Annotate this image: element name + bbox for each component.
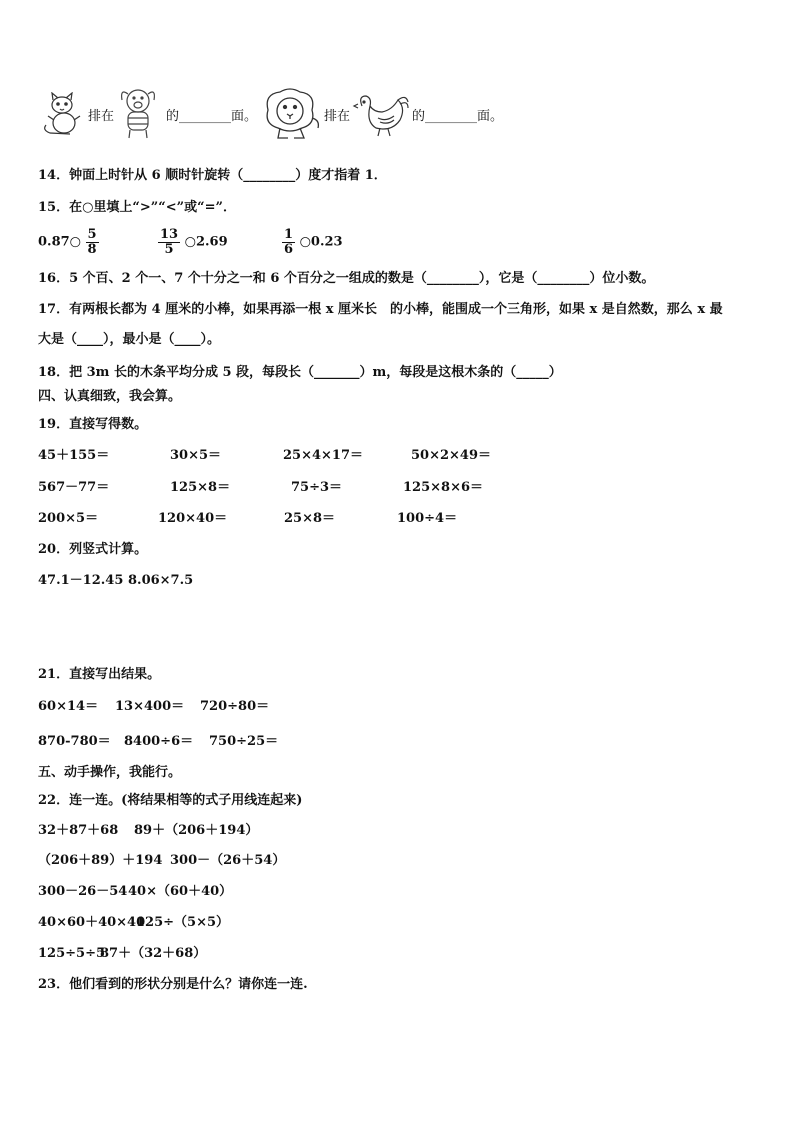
q15-item-1-left: 0.87○ [38, 234, 82, 250]
q19-cell: 25×8＝ [284, 511, 336, 526]
q22-right-expr: 125÷（5×5） [136, 915, 230, 930]
q22-right-expr: 40×（60＋40） [128, 884, 233, 899]
q13-text-1: 排在 [88, 109, 115, 124]
q19-cell: 125×8＝ [170, 480, 231, 495]
q22-left-expr: 300－26－54 [38, 884, 128, 899]
question-14: 14．钟面上时针从 6 顺时针旋转（________）度才指着 1． [38, 168, 387, 183]
numerator: 5 [87, 227, 97, 242]
q13-text-3: 排在 [324, 109, 351, 124]
numerator: 1 [284, 227, 294, 242]
q15-item-2 [158, 228, 228, 257]
q15-item-1 [38, 228, 99, 257]
q21-cell: 8400÷6＝ [124, 734, 194, 749]
fraction [158, 228, 180, 257]
q19-cell: 30×5＝ [170, 448, 222, 463]
question-20-title: 20．列竖式计算。 [38, 542, 148, 557]
q19-cell: 100÷4＝ [397, 511, 458, 526]
question-16: 16．5 个百、2 个一、7 个十分之一和 6 个百分之一组成的数是（________），它是（________）位小数。 [38, 271, 655, 286]
q21-cell: 13×400＝ [115, 699, 185, 714]
cat-picture [40, 92, 86, 136]
q19-cell: 50×2×49＝ [411, 448, 492, 463]
q19-cell: 75÷3＝ [291, 480, 343, 495]
pig-picture [116, 86, 160, 140]
denominator: 8 [87, 242, 97, 257]
q22-left-expr: 40×60＋40×40 [38, 915, 146, 930]
q19-cell: 567－77＝ [38, 480, 110, 495]
q21-cell: 870-780＝ [38, 734, 111, 749]
fraction [282, 228, 295, 257]
q19-cell: 25×4×17＝ [283, 448, 364, 463]
q15-item-3-right: ○0.23 [299, 234, 343, 250]
q19-cell: 45＋155＝ [38, 448, 110, 463]
q22-right-expr: 300－（26＋54） [170, 853, 286, 868]
q13-text-2: 的________面。 [166, 109, 258, 124]
q13-text-4: 的________面。 [412, 109, 504, 124]
fraction [86, 228, 99, 257]
q20-item: 8.06×7.5 [128, 573, 194, 588]
q20-item: 47.1－12.45 [38, 573, 124, 588]
q19-cell: 125×8×6＝ [403, 480, 484, 495]
hen-picture [352, 92, 410, 138]
q22-left-expr: 32＋87＋68 [38, 823, 119, 838]
question-17-line-1: 17．有两根长都为 4 厘米的小棒，如果再添一根 x 厘米长 的小棒，能围成一个三角形，如果 x 是自然数，那么 x 最 [38, 302, 723, 317]
question-18: 18．把 3m 长的木条平均分成 5 段，每段长（_______）m，每段是这根木条的（_____） [38, 365, 562, 380]
lion-picture [262, 88, 322, 140]
denominator: 5 [164, 242, 174, 257]
question-23: 23．他们看到的形状分别是什么？请你连一连. [38, 977, 308, 992]
section-5-heading: 五、动手操作，我能行。 [38, 765, 182, 780]
q22-right-expr: 89＋（206＋194） [134, 823, 259, 838]
section-4-heading: 四、认真细致，我会算。 [38, 389, 182, 404]
question-15-title: 15．在○里填上“>”“<”或“=”． [38, 200, 236, 215]
q15-item-3 [282, 228, 343, 257]
question-21-title: 21．直接写出结果。 [38, 667, 161, 682]
denominator: 6 [284, 242, 294, 257]
q22-right-expr: 87＋（32＋68） [100, 946, 207, 961]
question-17-line-2: 大是（____），最小是（____）。 [38, 332, 221, 347]
q15-item-2-right: ○2.69 [184, 234, 228, 250]
numerator: 13 [160, 227, 179, 242]
q19-cell: 120×40＝ [158, 511, 228, 526]
q22-left-expr: 125÷5÷5 [38, 946, 106, 961]
question-19-title: 19．直接写得数。 [38, 417, 148, 432]
q19-cell: 200×5＝ [38, 511, 99, 526]
q21-cell: 60×14＝ [38, 699, 99, 714]
question-22-title: 22．连一连。(将结果相等的式子用线连起来) [38, 793, 303, 808]
q21-cell: 750÷25＝ [209, 734, 279, 749]
q21-cell: 720÷80＝ [200, 699, 270, 714]
q22-left-expr: （206＋89）＋194 [38, 853, 163, 868]
